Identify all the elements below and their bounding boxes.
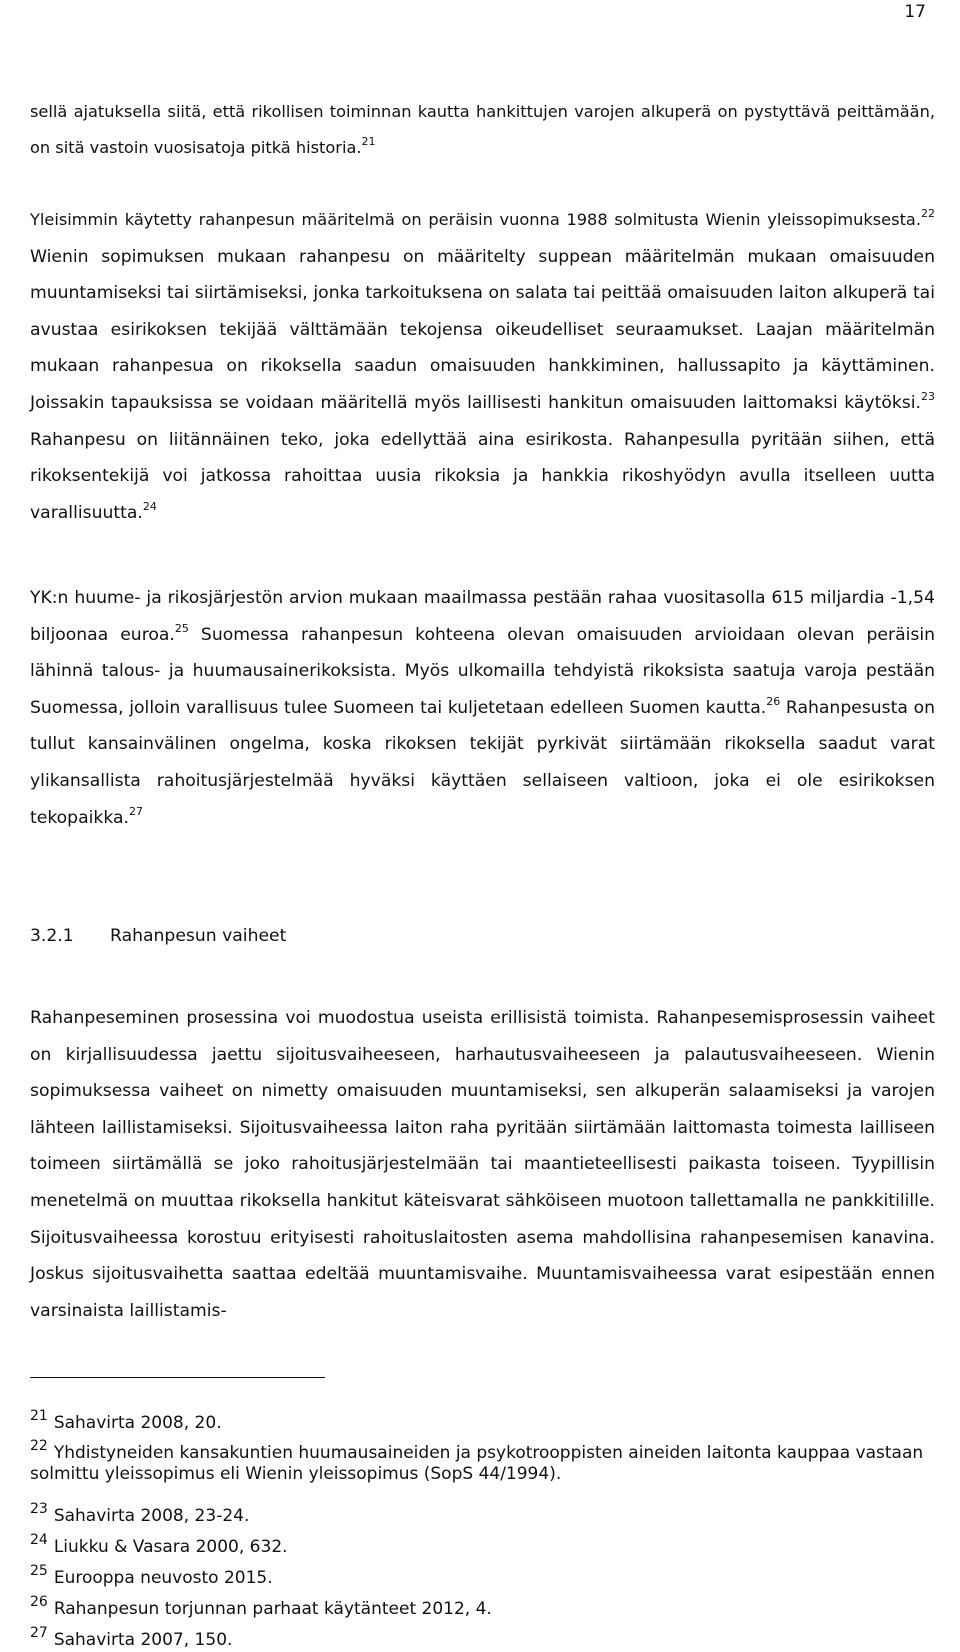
footnote-23: $^{23}$ Sahavirta 2008, 23-24.	[30, 1501, 250, 1526]
paragraph-3-text-a: YK:n huume- ja rikosjärjestön arvion mukaan maailmassa pestään rahaa vuositasolla 615 miljardia -1,54 biljoonaa euroa.	[30, 588, 935, 645]
paragraph-3	[30, 580, 935, 836]
section-number: 3.2.1	[30, 926, 74, 946]
section-heading	[30, 926, 286, 946]
section-title: Rahanpesun vaiheet	[110, 926, 287, 946]
footnote-ref-25: 25	[174, 621, 189, 635]
footnote-ref-22: 22	[921, 207, 935, 220]
footnote-25: $^{25}$ Eurooppa neuvosto 2015.	[30, 1563, 273, 1588]
footnote-ref-23: 23	[921, 389, 935, 403]
footnote-27: $^{27}$ Sahavirta 2007, 150.	[30, 1625, 233, 1650]
page-number: 17	[904, 2, 926, 22]
paragraph-2-text-c: Rahanpesu on liitännäinen teko, joka edellyttää aina esirikosta. Rahanpesulla pyritään siihen, että rikoksentekijä voi jatkossa rahoittaa uusia rikoksia ja hankkia rikoshyödyn avulla itselleen uutta varallisuutta.	[30, 429, 935, 523]
footnote-22: $^{22}$ Yhdistyneiden kansakuntien huumausaineiden ja psykotrooppisten aineiden laitonta kauppaa vastaan solmittu yleissopimus eli Wienin yleissopimus (SopS 44/1994).	[30, 1438, 924, 1484]
paragraph-2-text-a: Yleisimmin käytetty rahanpesun määritelmä on peräisin vuonna 1988 solmitusta Wienin yleissopimuksesta.	[30, 210, 921, 229]
paragraph-3-text-b: Suomessa rahanpesun kohteena olevan omaisuuden arvioidaan olevan peräisin lähinnä talous- ja huumausainerikoksista. Myös ulkomailla tehdyistä rikoksista saatuja varoja pestään Suomessa, jolloin varallisuus tulee Suomeen tai kuljetetaan edelleen Suomen kautta.	[30, 624, 935, 718]
paragraph-2-text-b: Wienin sopimuksen mukaan rahanpesu on määritelty suppean määritelmän mukaan omaisuuden muuntamiseksi tai siirtämiseksi, jonka tarkoituksena on salata tai peittää omaisuuden laiton alkuperä tai avustaa esirikoksen tekijää välttämään tekojensa oikeudelliset seuraamukset. Laajan määritelmän mukaan rahanpesua on rikoksella saadun omaisuuden hankkiminen, hallussapito ja käyttäminen. Joissakin tapauksissa se voidaan määritellä myös laillisesti hankitun omaisuuden laittomaksi käytöksi.	[30, 246, 935, 413]
paragraph-2	[30, 202, 935, 531]
footnote-21: $^{21}$ Sahavirta 2008, 20.	[30, 1408, 222, 1433]
paragraph-1-text: sellä ajatuksella siitä, että rikollisen toiminnan kautta hankittujen varojen alkuperä on pystyttävä peittämään, on sitä vastoin vuosisatoja pitkä historia.	[30, 102, 935, 158]
footnote-24: $^{24}$ Liukku & Vasara 2000, 632.	[30, 1532, 288, 1557]
paragraph-3-text-c: Rahanpesusta on tullut kansainvälinen ongelma, koska rikoksen tekijät pyrkivät siirtämään rikoksella saadut varat ylikansallista rahoitusjärjestelmää hyväksi käyttäen sellaiseen valtioon, joka ei ole esirikoksen tekopaikka.	[30, 697, 936, 828]
footnote-ref-21: 21	[361, 135, 376, 149]
footnote-separator	[30, 1377, 325, 1378]
footnote-ref-27: 27	[129, 804, 143, 818]
footnote-ref-24: 24	[142, 499, 157, 513]
paragraph-4: Rahanpeseminen prosessina voi muodostua useista erillisistä toimista. Rahanpesemisprosessin vaiheet on kirjallisuudessa jaettu sijoitusvaiheeseen, harhautusvaiheeseen ja palautusvaiheeseen. Wienin sopimuksessa vaiheet on nimetty omaisuuden muuntamiseksi, sen alkuperän salaamiseksi ja varojen lähteen laillistamiseksi. Sijoitusvaiheessa laiton raha pyritään siirtämään laittomasta toimesta lailliseen toimeen siirtämällä se joko rahoitusjärjestelmään tai maantieteellisesti paikasta toiseen. Tyypillisin menetelmä on muuttaa rikoksella hankitut käteisvarat sähköiseen muotoon tallettamalla ne pankkitilille. Sijoitusvaiheessa korostuu erityisesti rahoituslaitosten asema mahdollisina rahanpesemisen kanavina. Joskus sijoitusvaihetta saattaa edeltää muuntamisvaihe. Muuntamisvaiheessa varat esipestään ennen varsinaista laillistamis-	[30, 1008, 935, 1321]
footnote-ref-26: 26	[766, 694, 781, 708]
paragraph-1	[30, 94, 935, 167]
footnote-26: $^{26}$ Rahanpesun torjunnan parhaat käytänteet 2012, 4.	[30, 1594, 492, 1619]
